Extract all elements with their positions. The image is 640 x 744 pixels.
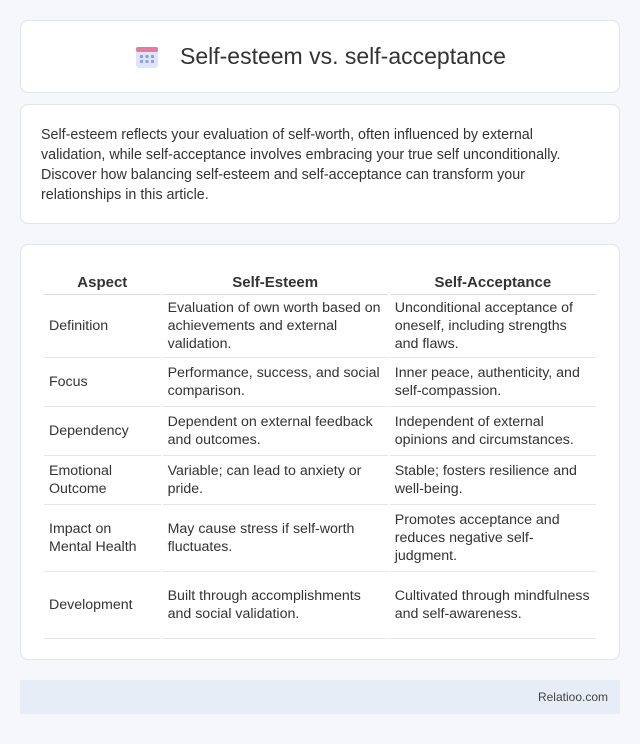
comparison-table xyxy=(42,265,598,639)
table-cell-self-esteem: Evaluation of own worth based on achievements and external validation. xyxy=(163,295,388,358)
table-row xyxy=(44,358,596,407)
header-self-esteem: Self-Esteem xyxy=(163,265,388,295)
table-cell-aspect: Definition xyxy=(44,295,161,358)
table-row xyxy=(44,407,596,456)
table-cell-self-acceptance: Inner peace, authenticity, and self-compassion. xyxy=(390,358,596,407)
table-row xyxy=(44,505,596,572)
table-row xyxy=(44,456,596,505)
table-cell-aspect: Emotional Outcome xyxy=(44,456,161,505)
page-title: Self-esteem vs. self-acceptance xyxy=(180,43,506,69)
table-cell-self-acceptance: Promotes acceptance and reduces negative self-judgment. xyxy=(390,505,596,572)
intro-text: Self-esteem reflects your evaluation of self-worth, often influenced by external validation, while self-acceptance involves embracing your true self unconditionally. Discover how balancing self-esteem and self-acceptance can transform your relationships in this article. xyxy=(41,127,561,203)
table-cell-self-esteem: May cause stress if self-worth fluctuates. xyxy=(163,505,388,572)
table-header-row xyxy=(44,265,596,295)
header-self-acceptance: Self-Acceptance xyxy=(390,265,596,295)
table-cell-aspect: Focus xyxy=(44,358,161,407)
table-cell-self-acceptance: Stable; fosters resilience and well-being. xyxy=(390,456,596,505)
table-row xyxy=(44,572,596,639)
table-cell-self-esteem: Built through accomplishments and social validation. xyxy=(163,572,388,639)
table-cell-self-acceptance: Independent of external opinions and circumstances. xyxy=(390,407,596,456)
table-cell-aspect: Dependency xyxy=(44,407,161,456)
header-aspect: Aspect xyxy=(44,265,161,295)
table-cell-aspect: Development xyxy=(44,572,161,639)
intro-card xyxy=(20,104,620,224)
footer xyxy=(20,680,620,714)
table-cell-self-esteem: Performance, success, and social comparison. xyxy=(163,358,388,407)
table-cell-aspect: Impact on Mental Health xyxy=(44,505,161,572)
table-cell-self-esteem: Dependent on external feedback and outcomes. xyxy=(163,407,388,456)
title-card xyxy=(20,20,620,93)
table-cell-self-acceptance: Cultivated through mindfulness and self-awareness. xyxy=(390,572,596,639)
table-row xyxy=(44,295,596,358)
calendar-grid-icon xyxy=(134,44,160,70)
table-cell-self-acceptance: Unconditional acceptance of oneself, including strengths and flaws. xyxy=(390,295,596,358)
comparison-card xyxy=(20,244,620,660)
table-cell-self-esteem: Variable; can lead to anxiety or pride. xyxy=(163,456,388,505)
footer-brand: Relatioo.com xyxy=(537,690,608,704)
